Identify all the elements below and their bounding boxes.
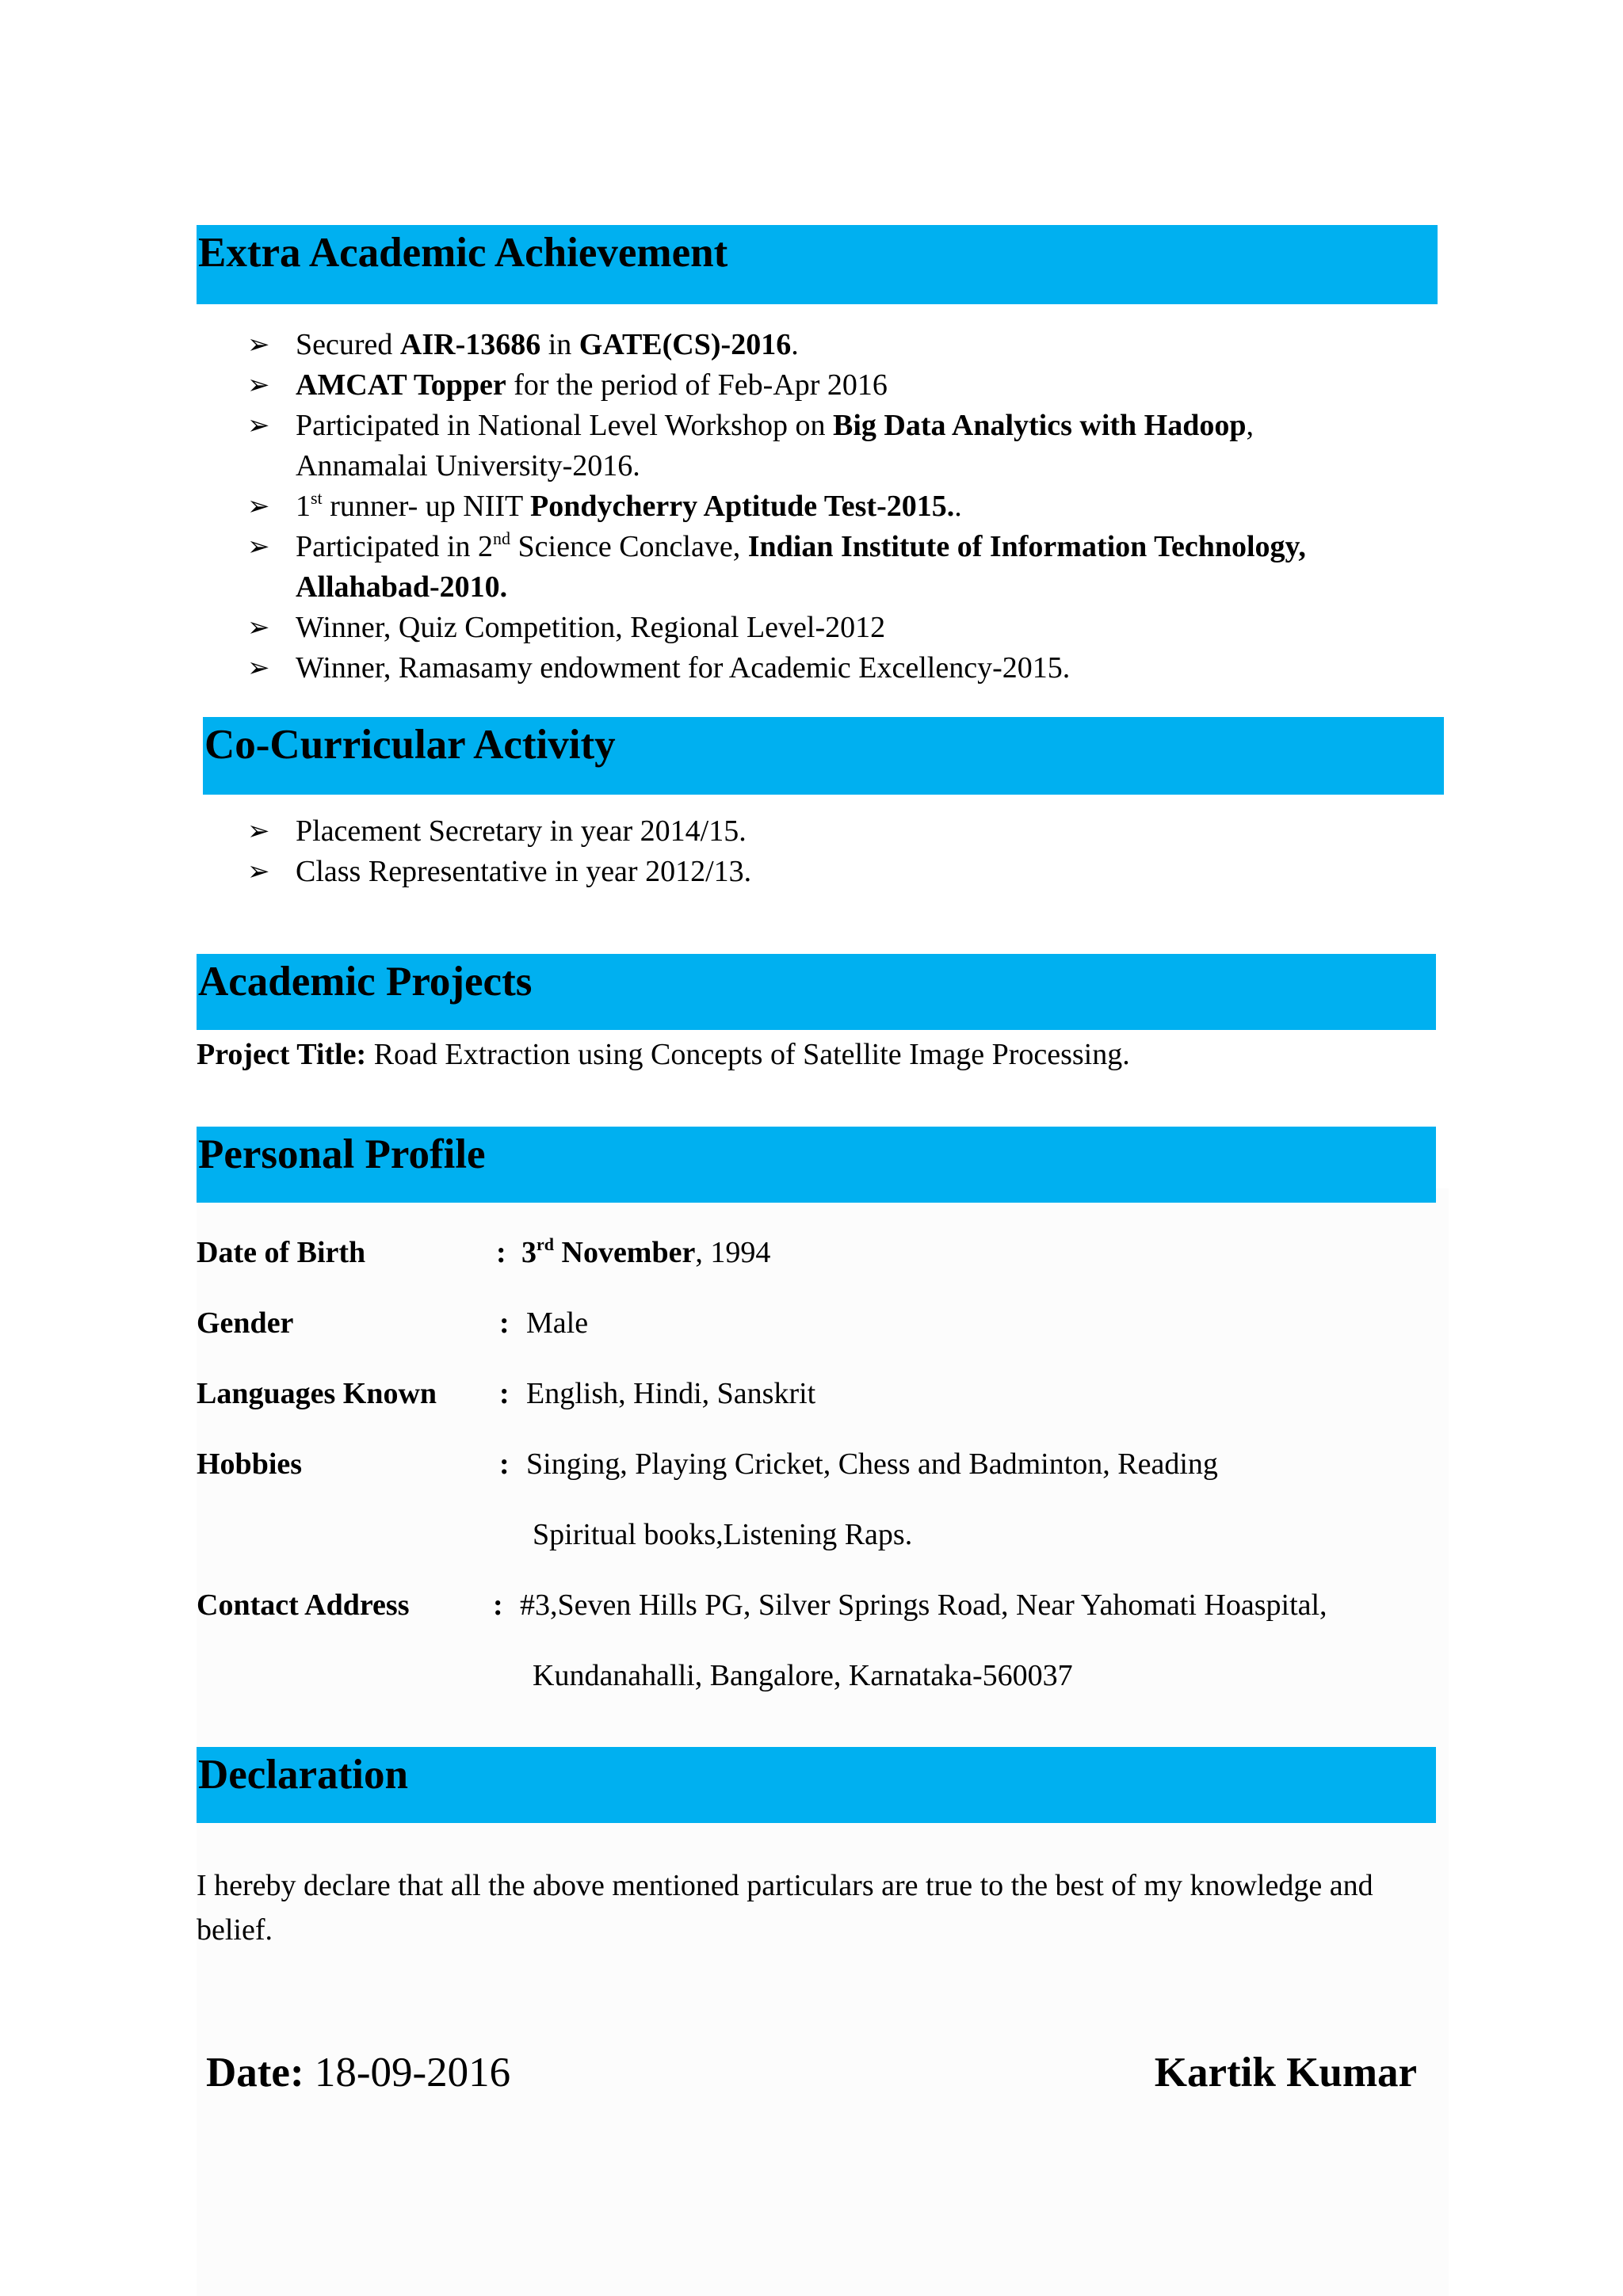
profile-label: Date of Birth	[197, 1236, 366, 1269]
profile-value: English, Hindi, Sanskrit	[526, 1377, 816, 1410]
profile-label: Contact Address	[197, 1589, 410, 1622]
section-title: Declaration	[198, 1752, 408, 1798]
list-item	[247, 406, 1306, 486]
item-text: Placement Secretary in year 2014/15.	[296, 814, 747, 848]
profile-colon: :	[499, 1306, 510, 1340]
item-text: for the period of Feb-Apr 2016	[506, 368, 888, 402]
dob-year: , 1994	[695, 1236, 771, 1269]
arrowhead-bullet-icon: ➢	[247, 410, 270, 441]
signature-date	[206, 2047, 510, 2098]
project-title-line	[197, 1035, 1130, 1075]
date-value: 18-09-2016	[304, 2050, 511, 2096]
section-header-band	[197, 1127, 1436, 1203]
item-text: Annamalai University-2016.	[296, 449, 640, 482]
profile-colon: :	[493, 1589, 503, 1622]
section-title: Extra Academic Achievement	[198, 230, 728, 276]
item-text: Secured	[296, 328, 400, 361]
ordinal-suffix: nd	[493, 528, 511, 548]
arrowhead-bullet-icon: ➢	[247, 490, 270, 522]
arrowhead-bullet-icon: ➢	[247, 652, 270, 684]
section-header-band	[203, 717, 1444, 795]
profile-row-address	[197, 1585, 1465, 1626]
profile-value	[521, 1233, 770, 1273]
list-item	[247, 648, 1306, 688]
list-item	[247, 608, 1306, 648]
list-item	[247, 365, 1306, 406]
ordinal-suffix: st	[311, 488, 323, 508]
item-bold: AMCAT Topper	[296, 368, 506, 402]
item-text: Class Representative in year 2012/13.	[296, 855, 752, 888]
item-bold: Indian Institute of Information Technology,	[747, 530, 1306, 563]
section-header-band	[197, 225, 1438, 304]
activity-list	[247, 811, 751, 892]
profile-value: #3,Seven Hills PG, Silver Springs Road, Near Yahomati Hoaspital,	[520, 1589, 1327, 1622]
profile-value-continued: Kundanahalli, Bangalore, Karnataka-560037	[533, 1659, 1073, 1692]
section-title: Co-Curricular Activity	[204, 722, 616, 768]
arrowhead-bullet-icon: ➢	[247, 369, 270, 401]
item-text: Winner, Ramasamy endowment for Academic Excellency-2015.	[296, 651, 1071, 685]
item-text: Science Conclave,	[510, 530, 748, 563]
item-bold: Big Data Analytics with Hadoop	[832, 409, 1247, 442]
arrowhead-bullet-icon: ➢	[247, 531, 270, 563]
profile-label: Gender	[197, 1306, 294, 1340]
profile-colon: :	[499, 1447, 510, 1481]
item-text: Participated in 2	[296, 530, 494, 563]
item-bold: Pondycherry Aptitude Test-2015.	[530, 490, 955, 523]
list-item	[247, 852, 751, 892]
profile-row-gender	[197, 1303, 1465, 1344]
item-text: Winner, Quiz Competition, Regional Level-2012	[296, 611, 886, 644]
item-text: .	[791, 328, 799, 361]
list-item	[247, 486, 1306, 527]
profile-row-dob	[197, 1233, 1465, 1273]
section-header-band	[197, 1747, 1436, 1823]
profile-colon: :	[499, 1377, 510, 1410]
item-text: ,	[1246, 409, 1254, 442]
item-bold: GATE(CS)-2016	[579, 328, 792, 361]
profile-value: Male	[526, 1306, 589, 1340]
profile-value: Singing, Playing Cricket, Chess and Badminton, Reading	[526, 1447, 1218, 1481]
item-text: runner- up NIIT	[322, 490, 531, 523]
page-shade	[197, 1188, 1449, 2296]
profile-row-languages	[197, 1374, 1465, 1414]
dob-month: November	[554, 1236, 696, 1269]
profile-label: Languages Known	[197, 1377, 437, 1410]
item-bold: AIR-13686	[399, 328, 541, 361]
achievement-list	[247, 325, 1306, 688]
list-item	[247, 325, 1306, 365]
item-text: in	[540, 328, 579, 361]
arrowhead-bullet-icon: ➢	[247, 329, 270, 360]
item-text: .	[954, 490, 962, 523]
arrowhead-bullet-icon: ➢	[247, 612, 270, 643]
item-bold: Allahabad-2010.	[296, 570, 508, 604]
profile-label: Hobbies	[197, 1447, 303, 1481]
item-text: 1	[296, 490, 311, 523]
list-item	[247, 811, 751, 852]
profile-row-hobbies	[197, 1444, 1465, 1485]
arrowhead-bullet-icon: ➢	[247, 856, 270, 887]
item-text: Participated in National Level Workshop on	[296, 409, 833, 442]
list-item	[247, 527, 1306, 608]
section-title: Personal Profile	[198, 1131, 486, 1177]
section-title: Academic Projects	[198, 959, 533, 1005]
project-value: Road Extraction using Concepts of Satellite Image Processing.	[366, 1038, 1130, 1071]
section-header-band	[197, 954, 1436, 1030]
project-label: Project Title:	[197, 1038, 367, 1071]
declaration-text: I hereby declare that all the above mentioned particulars are true to the best of my knowledge and belief.	[197, 1869, 1373, 1947]
arrowhead-bullet-icon: ➢	[247, 815, 270, 847]
profile-value-continued: Spiritual books,Listening Raps.	[533, 1518, 913, 1551]
date-label: Date:	[206, 2050, 304, 2096]
signature-name: Kartik Kumar	[1154, 2050, 1417, 2096]
profile-colon: :	[496, 1236, 506, 1269]
dob-day: 3	[521, 1236, 537, 1269]
ordinal-suffix: rd	[537, 1234, 554, 1254]
